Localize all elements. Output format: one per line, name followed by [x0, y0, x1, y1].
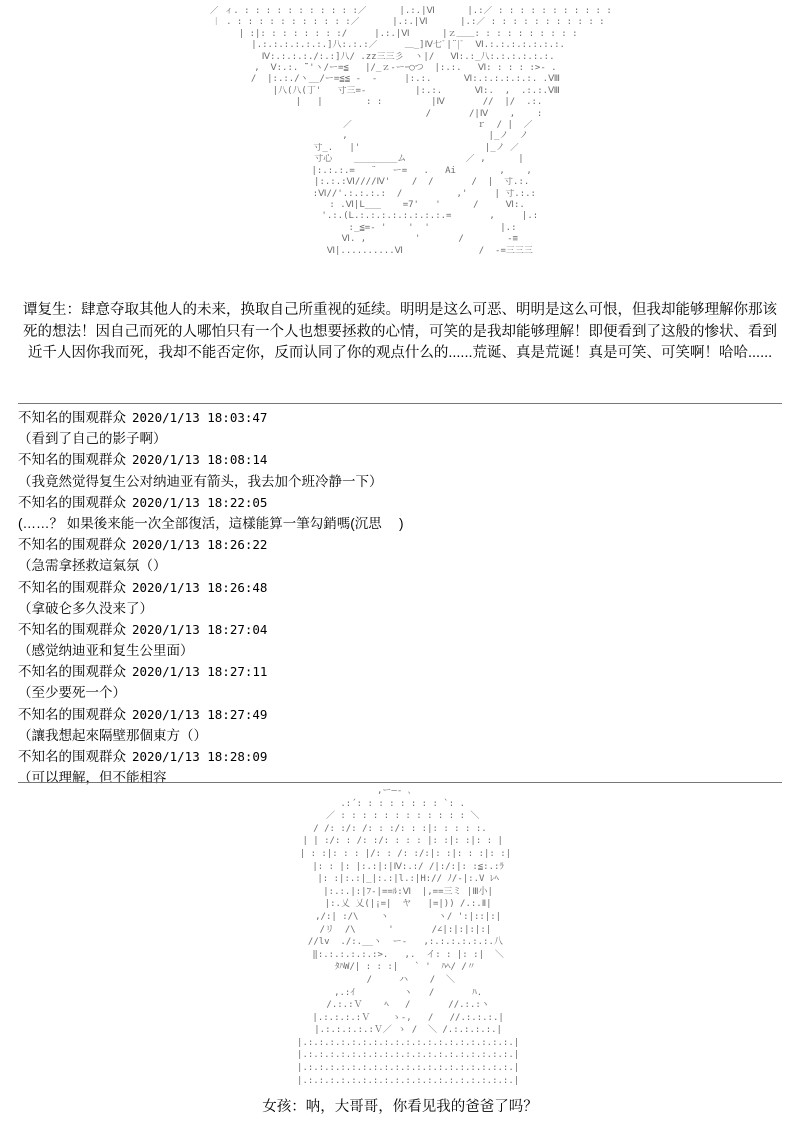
ascii-art-bottom-line: / ハ / ＼ — [290, 974, 510, 985]
ascii-art-top-line: ／ ｒ / | ／ — [267, 120, 533, 131]
comment-body: （急需拿拯救這氣氛（） — [18, 558, 167, 574]
comment-item — [18, 407, 782, 449]
comment-author: 不知名的围观群众 — [18, 664, 126, 680]
comment-body: （可以理解，但不能相容 — [18, 770, 167, 786]
comment-timestamp: 2020/1/13 18:28:09 — [132, 749, 268, 764]
narration-text: 谭复生：肆意夺取其他人的未来，换取自己所重视的延续。明明是这么可恶、明明是这么可恨，但我却能够理解你那该死的想法！因自己而死的人哪怕只有一个人也想要拯救的心情，可笑的是我却能够理解！即便看到了这般的惨状、看到近千人因你我而死，我却不能否定你，反而认同了你的观点什么的......荒诞、真是荒诞！真是可笑、可笑啊！哈哈...... — [23, 302, 777, 361]
ascii-art-top-line: Ⅵ. , ' / -≡ — [282, 234, 518, 245]
comment-timestamp: 2020/1/13 18:27:04 — [132, 621, 268, 637]
comment-body: （拿破仑多久没来了） — [18, 600, 153, 616]
ascii-art-top — [0, 6, 800, 294]
comment-body: （讓我想起來隔壁那個東方（） — [18, 727, 207, 743]
comment-timestamp: 2020/1/13 18:22:05 — [132, 494, 268, 510]
comment-timestamp: 2020/1/13 18:27:49 — [132, 706, 268, 722]
ascii-art-bottom-line: |: : |: |:.:|:|Ⅳ:.:/ /|:/:|: :≦:.:ﾗ — [274, 861, 526, 872]
ascii-art-top-line: | :|: : : : : : : :/ |.:.|Ⅵ |ｚ＿＿: : : : : : : : : : — [222, 28, 578, 39]
comment-body: （感觉纳迪亚和复生公里面） — [18, 643, 194, 659]
ascii-art-top-line: |:.:.:.= ¨ ー= . Ai , , — [268, 165, 532, 176]
comment-author: 不知名的围观群众 — [18, 537, 126, 553]
comment-meta — [18, 449, 782, 470]
caption-text: 女孩：呐，大哥哥，你看见我的爸爸了吗？ — [262, 1099, 538, 1115]
comment-meta — [18, 619, 782, 640]
comment-timestamp: 2020/1/13 18:26:48 — [132, 579, 268, 595]
ascii-art-top-line: Ⅳ:.:.:.:./:.:]八/ .zz三三彡 ヽ|/ Ⅵ:.:_八:.:.:.:.:.:. — [245, 51, 555, 62]
comment-timestamp: 2020/1/13 18:03:47 — [132, 410, 268, 425]
comment-body: (……？ 如果後来能一次全部復活，這樣能算一筆勾銷嗎(沉思 ) — [18, 515, 404, 531]
comment-author: 不知名的围观群众 — [18, 621, 126, 637]
comment-list — [18, 407, 782, 788]
ascii-art-top-line: |:.:.:Ⅵ////Ⅳ' / / / | 寸.:. — [270, 177, 530, 188]
ascii-art-top-line: , Ⅴ:.:. ̄¨'ヽ/ー=≦ |/_ｚ-ーｰ◯つ |:.:. Ⅵ: : : : :>- . — [243, 63, 557, 74]
ascii-art-bottom-line: |.:.:.:.:.:Ｖ／ ゝ / ＼ /.:.:.:.:.| — [270, 1025, 530, 1036]
ascii-art-bottom-line: ,.:ｲ ヽ / ﾊ. — [279, 987, 521, 998]
ascii-art-bottom-line: |.:.:.:.:.:.:.:.:.:.:.:.:.:.:.:.:.:.:.:.| — [253, 1050, 547, 1061]
ascii-art-top-line: :Ⅵ//'.:.:.:.: / ,' | 寸.:.: — [264, 188, 536, 199]
ascii-art-bottom-line: |.:.:.:.:.:.:.:.:.:.:.:.:.:.:.:.:.:.:.:.| — [253, 1037, 547, 1048]
comment-meta — [18, 704, 782, 725]
ascii-art-top-line: 寸心 ________ム ／ , | — [276, 154, 524, 165]
ascii-art-bottom-line: |.:.:.:.:.:.:.:.:.:.:.:.:.:.:.:.:.:.:.:.| — [253, 1075, 547, 1086]
ascii-art-bottom-line: | : :|: : : |/: : /: :/:|: :|: : :|: :| — [261, 848, 539, 859]
ascii-art-bottom-line: |:.:.|:|ﾌ-|==ﾙ:Ⅵ |,==三ミ |Ⅲ小| — [285, 886, 515, 897]
comment-meta — [18, 661, 782, 682]
ascii-art-top-line: :_≦=- ' ' ' |.: — [283, 222, 517, 233]
ascii-art-top-line: Ⅵ|..........Ⅵ / -=三三三 — [267, 245, 533, 256]
ascii-art-top-line: / |:.:./ヽ__/ー=≦≦ - - |:.:. Ⅵ:.:.:.:.:.:. .Ⅷ — [240, 74, 560, 85]
comment-item — [18, 577, 782, 619]
comment-item — [18, 704, 782, 746]
ascii-art-bottom-line: ／ : : : : : : : : : : : : ＼ — [277, 811, 523, 822]
comment-meta — [18, 746, 782, 767]
ascii-art-bottom-line: |: :|:.:|_|:.:|l.:|H:// ﾉ/-|:.V ﾚﾍ — [279, 874, 521, 885]
ascii-art-bottom-line: .:´: : : : : : : : `: . — [286, 798, 514, 809]
ascii-art-top-line: / /|Ⅳ , : — [257, 108, 543, 119]
comment-meta — [18, 534, 782, 555]
comment-item — [18, 661, 782, 703]
ascii-art-bottom-line: ,/:| :/\ ヽ ヽ/ ':|::|:| — [277, 911, 523, 922]
comment-item — [18, 619, 782, 661]
comment-author: 不知名的围观群众 — [18, 410, 126, 425]
ascii-art-bottom-line: ﾀﾊW/| : : :| ` ' ﾊﾍ/ /〃 — [291, 962, 509, 973]
ascii-art-top-line: | | : : |Ⅳ // |/ .:. — [257, 97, 543, 108]
comment-author: 不知名的围观群众 — [18, 452, 126, 468]
ascii-art-bottom-line: |.:.:.:.:Ｖ ゝ-, / //.:.:.:.| — [269, 1012, 531, 1023]
ascii-art-top-line: ／ ィ. : : : : : : : : : : :／ |.:.|Ⅵ |.:／ : : : : : : : : : : : — [188, 6, 612, 16]
divider-bottom — [18, 782, 782, 783]
ascii-art-bottom-line: //lv ./:.__ヽ ー- ,:.:.:.:.:.:.八 — [275, 937, 525, 948]
comment-item — [18, 534, 782, 576]
ascii-art-bottom-line: |.:.:.:.:.:.:.:.:.:.:.:.:.:.:.:.:.:.:.:.| — [253, 1063, 547, 1074]
comment-meta — [18, 577, 782, 598]
comment-timestamp: 2020/1/13 18:27:11 — [132, 664, 268, 680]
ascii-art-bottom — [0, 785, 800, 1090]
ascii-art-top-line: '.:.(L.:.:.:.:.:.:.:.:.= , |.: — [261, 211, 539, 222]
ascii-art-bottom-line: /.:.:Ｖ ﾍ / //.:.:ヽ — [277, 1000, 523, 1011]
ascii-art-top-line: |八(八(丁' 寸三=- |:.:. Ⅵ:. , .:.:.Ⅷ — [240, 85, 560, 96]
ascii-art-bottom-line: ‖:.:.:.:.:.:>. ,. イ: : |: :| ＼ — [274, 949, 526, 960]
comment-timestamp: 2020/1/13 18:26:22 — [132, 537, 268, 553]
comment-meta — [18, 492, 782, 513]
ascii-art-bottom-line: | | :/: : /: :/: : : : |: :|: :|: : | — [264, 836, 536, 847]
ascii-art-top-line: : .Ⅵ|L___ =7' ' / Ⅵ:. — [275, 199, 525, 210]
comment-body: （看到了自己的影子啊） — [18, 431, 167, 447]
comment-timestamp: 2020/1/13 18:08:14 — [132, 452, 268, 468]
ascii-art-bottom-line: ,ー―‐ ､ — [301, 786, 499, 796]
ascii-art-bottom-line: /リ /\ ' /∠|:|:|:|:| — [287, 924, 513, 935]
comment-meta — [18, 407, 782, 428]
comment-body: （我竟然觉得复生公对纳迪亚有箭头，我去加个班冷静一下） — [18, 473, 383, 489]
comment-author: 不知名的围观群众 — [18, 494, 126, 510]
comment-author: 不知名的围观群众 — [18, 579, 126, 595]
ascii-art-bottom-line: |:.乂 乂(|¡=| ヤ |=|)) /.:.Ⅱ| — [286, 899, 514, 910]
comment-body: （至少要死一个） — [18, 685, 126, 701]
ascii-art-top-line: , |_ノ ノ — [271, 131, 529, 142]
comment-item — [18, 449, 782, 491]
ascii-art-bottom-line: / /: :/: /: : :/: : :|: : : : :. — [269, 823, 531, 834]
divider-top — [18, 403, 782, 404]
ascii-art-top-line: ｜ . : : : : : : : : : : :／ |.:.|Ⅵ |.:／ : : : : : : : : : : : — [195, 17, 605, 28]
comment-item — [18, 492, 782, 534]
comment-author: 不知名的围观群众 — [18, 749, 126, 764]
comment-author: 不知名的围观群众 — [18, 706, 126, 722]
ascii-art-top-line: |.:.:.:.:.:.:.]八:.:.:／ ＿_]Ⅳ七ﾞ|¨|ﾞ Ⅵ.:.:.:.:.:.:.:. — [235, 40, 565, 51]
ascii-art-top-line: 寸_. |' |_ノ ／ — [280, 142, 520, 153]
